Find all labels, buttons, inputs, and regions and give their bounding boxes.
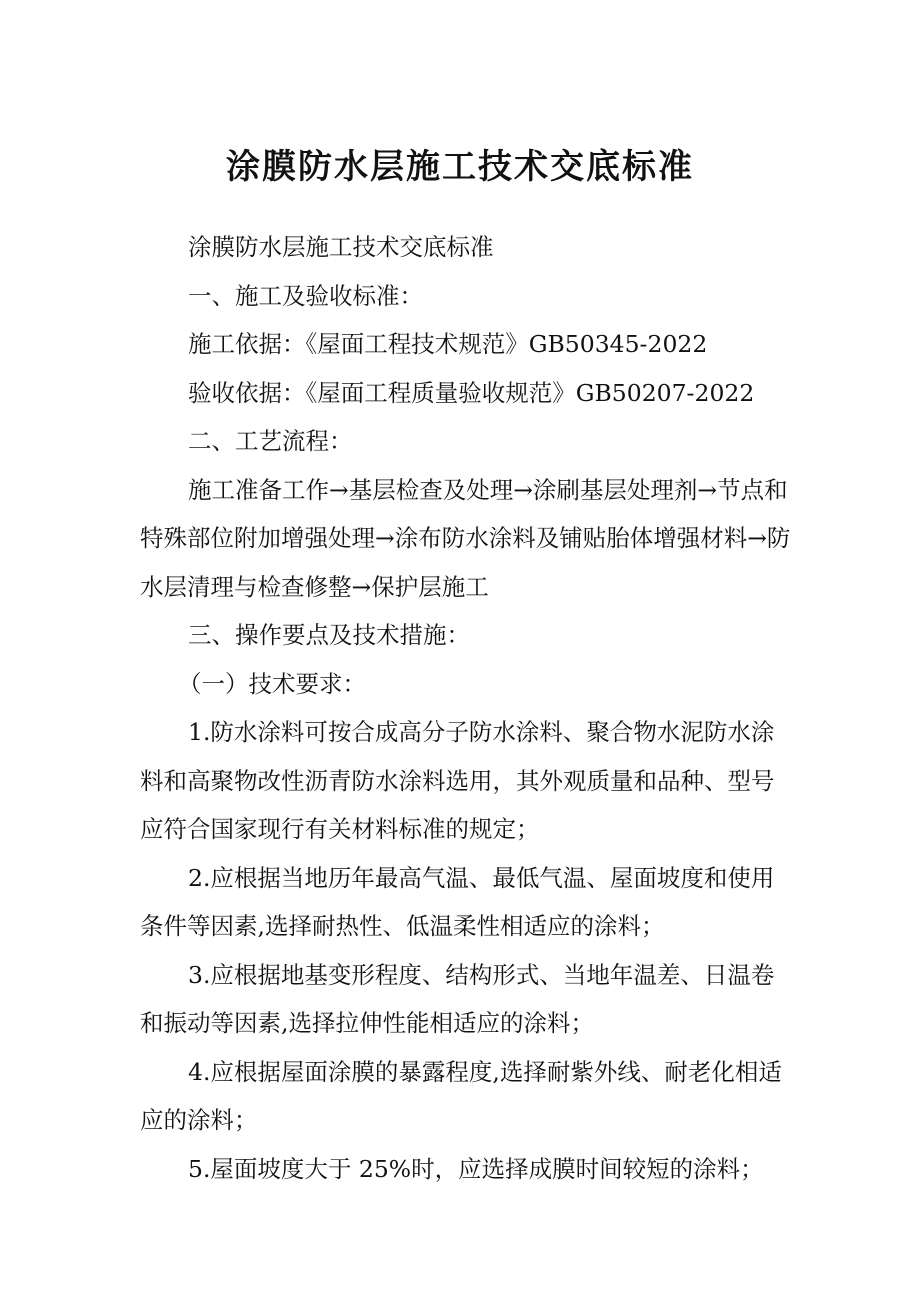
paragraph-construction-basis: 施工依据：《屋面工程技术规范》GB50345-2022 <box>188 330 708 358</box>
subsection-heading-tech-requirements: （一）技术要求： <box>178 669 366 698</box>
list-item-5: 5.屋面坡度大于 25%时，应选择成膜时间较短的涂料； <box>188 1154 764 1183</box>
paragraph-subtitle: 涂膜防水层施工技术交底标准 <box>188 233 494 261</box>
paragraph-process-flow: 施工准备工作→基层检查及处理→涂刷基层处理剂→节点和特殊部位附加增强处理→涂布防水涂料及铺贴胎体增强材料→防水层清理与检查修整→保护层施工 <box>140 475 791 601</box>
section-heading-standards: 一、施工及验收标准： <box>188 281 423 310</box>
document-body <box>140 223 795 1193</box>
list-item-4: 4.应根据屋面涂膜的暴露程度,选择耐紫外线、耐老化相适应的涂料； <box>140 1057 782 1134</box>
section-heading-process: 二、工艺流程： <box>188 427 353 455</box>
list-item-3: 3.应根据地基变形程度、结构形式、当地年温差、日温卷和振动等因素,选择拉伸性能相适应的涂料； <box>140 960 775 1037</box>
section-heading-operation: 三、操作要点及技术措施： <box>188 621 470 649</box>
document-title: 涂膜防水层施工技术交底标准 <box>226 147 694 187</box>
paragraph-acceptance-basis: 验收依据：《屋面工程质量验收规范》GB50207-2022 <box>188 378 755 407</box>
list-item-1: 1.防水涂料可按合成高分子防水涂料、聚合物水泥防水涂料和高聚物改性沥青防水涂料选用，其外观质量和品种、型号应符合国家现行有关材料标准的规定； <box>140 718 775 843</box>
list-item-2: 2.应根据当地历年最高气温、最低气温、屋面坡度和使用条件等因素,选择耐热性、低温柔性相适应的涂料； <box>140 863 775 940</box>
